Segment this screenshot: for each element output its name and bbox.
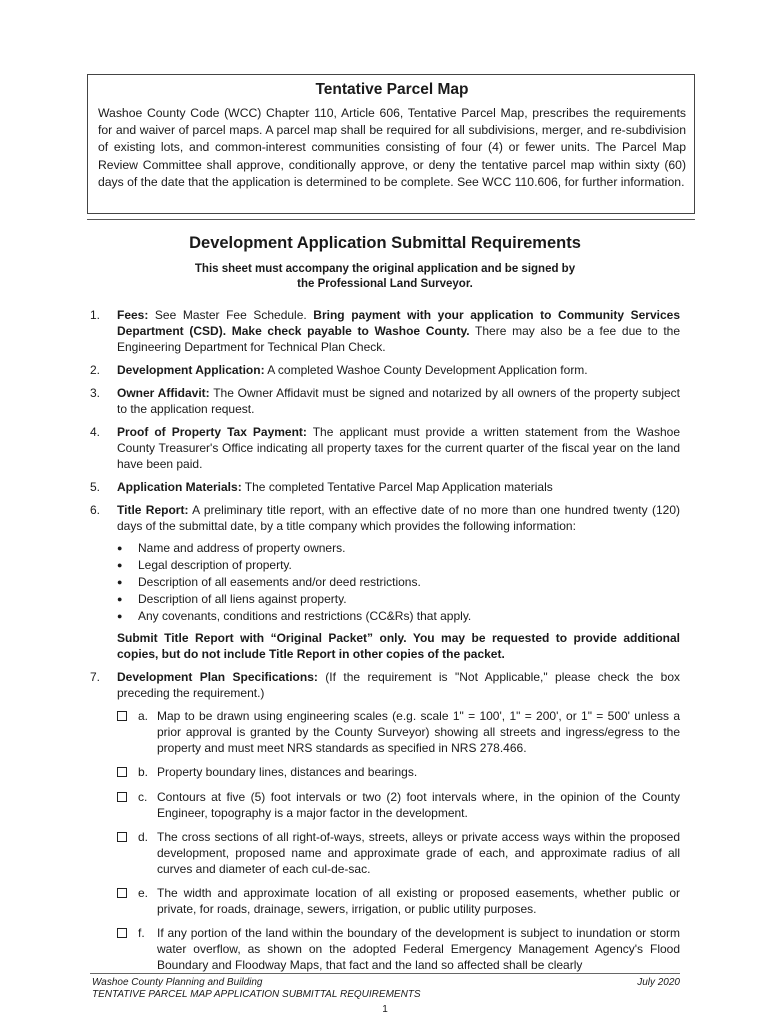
bullet-item: ● Description of all liens against property. (117, 592, 347, 606)
item-label: Proof of Property Tax Payment: (117, 425, 307, 439)
spec-letter: f. (138, 926, 145, 940)
page-footer (92, 977, 680, 1001)
page-title: Development Application Submittal Requirements (189, 234, 581, 252)
page-subtitle (0, 262, 770, 292)
checkbox-icon (117, 832, 127, 842)
intro-title: Tentative Parcel Map (315, 81, 469, 98)
bullet-icon: ● (117, 560, 123, 570)
bullet-icon: ● (117, 611, 123, 621)
item-number: 4. (90, 425, 101, 439)
list-item (90, 669, 680, 701)
spec-text: The cross sections of all right-of-ways, streets, alleys or private access ways within the proposed development, proposed name and approximate grade of each, and approximate radius of all curves and diameter of each cul-de-sac. (157, 830, 680, 876)
list-item (90, 385, 680, 417)
title-report-bullets (90, 540, 680, 624)
intro-text: Washoe County Code (WCC) Chapter 110, Article 606, Tentative Parcel Map, prescribes the requirements for and waiver of parcel maps. A parcel map shall be required for all subdivisions, merger, and re-subdivision of existing lots, and common-interest communities consisting of four (4) or fewer units. The Parcel Map Review Committee shall approve, conditionally approve, or deny the tentative parcel map within sixty (60) days of the date that the application is determined to be complete. See WCC 110.606, for further information. (98, 106, 686, 189)
bullet-icon: ● (117, 577, 123, 587)
list-item (90, 479, 680, 495)
bullet-icon: ● (117, 543, 123, 553)
intro-box (87, 74, 695, 214)
title-report-note: Submit Title Report with “Original Packet” only. You may be requested to provide additional copies, but do not include Title Report in other copies of the packet. (117, 631, 680, 661)
bullet-item: ● Any covenants, conditions and restrictions (CC&Rs) that apply. (117, 609, 472, 623)
item-number: 1. (90, 308, 101, 322)
footer-divider (90, 973, 680, 974)
spec-letter: e. (138, 886, 149, 900)
requirements-list (90, 307, 680, 981)
footer-date: July 2020 (637, 977, 680, 988)
bullet-item: ● Legal description of property. (117, 558, 292, 572)
item-number: 2. (90, 363, 101, 377)
item-number: 3. (90, 386, 101, 400)
item-number: 6. (90, 503, 101, 517)
not-applicable-checkbox[interactable] (117, 764, 138, 781)
spec-item-e (117, 885, 680, 917)
list-item (90, 502, 680, 534)
checkbox-icon (117, 888, 127, 898)
item-text: The completed Tentative Parcel Map Application materials (241, 480, 553, 494)
item-label: Application Materials: (117, 480, 242, 494)
item-number: 5. (90, 480, 101, 494)
item-text: The Owner Affidavit must be signed and notarized by all owners of the property subject to the application request. (117, 386, 680, 416)
checkbox-icon (117, 767, 127, 777)
item-label: Title Report: (117, 503, 189, 517)
not-applicable-checkbox[interactable] (117, 829, 138, 877)
item-tail: There may also be a fee due to the Engineering Department for Technical Plan Check. (117, 324, 680, 354)
checkbox-icon (117, 711, 127, 721)
item-label: Fees: (117, 308, 149, 322)
spec-text: Contours at five (5) foot intervals or two (2) foot intervals where, in the opinion of the County Engineer, topography is a major factor in the development. (157, 790, 680, 820)
not-applicable-checkbox[interactable] (117, 708, 138, 756)
footer-doc-title: TENTATIVE PARCEL MAP APPLICATION SUBMITTAL REQUIREMENTS (92, 989, 421, 1000)
item-label: Development Plan Specifications: (117, 670, 318, 684)
spec-item-b (117, 764, 680, 781)
page-number: 1 (382, 1004, 388, 1015)
item-text: The applicant must provide a written statement from the Washoe County Treasurer's Office indicating all property taxes for the current quarter of the fiscal year on the land have been paid. (117, 425, 680, 471)
spec-text: Property boundary lines, distances and bearings. (157, 765, 418, 779)
not-applicable-checkbox[interactable] (117, 925, 138, 973)
divider (87, 219, 695, 220)
list-item (90, 307, 680, 355)
item-text: A completed Washoe County Development Application form. (264, 363, 588, 377)
bullet-icon: ● (117, 594, 123, 604)
spec-letter: a. (138, 709, 149, 723)
item-bold-text: Bring payment with your application to Community Services Department (CSD). Make check payable to Washoe County. (117, 308, 681, 338)
item-text: See Master Fee Schedule. (148, 308, 314, 322)
item-number: 7. (90, 670, 101, 684)
list-item (90, 424, 680, 472)
subtitle-line: the Professional Land Surveyor. (297, 278, 473, 290)
item-label: Owner Affidavit: (117, 386, 210, 400)
item-text: (If the requirement is "Not Applicable," please check the box preceding the requirement.) (117, 670, 681, 700)
list-item (90, 362, 680, 378)
spec-letter: b. (138, 765, 149, 779)
spec-letter: c. (138, 790, 148, 804)
spec-letter: d. (138, 830, 149, 844)
subtitle-line: This sheet must accompany the original application and be signed by (194, 263, 576, 275)
spec-text: Map to be drawn using engineering scales (e.g. scale 1" = 100', 1" = 200', or 1" = 500' unless a prior approval is granted by the County Surveyor) showing all streets and ingress/egress to the property and must meet NRS standards as specified in NRS 278.466. (157, 709, 680, 755)
checkbox-icon (117, 928, 127, 938)
spec-item-a (117, 708, 680, 756)
item-text: A preliminary title report, with an effective date of no more than one hundred twenty (120) days of the submittal date, by a title company which provides the following information: (117, 503, 680, 533)
bullet-item: ● Description of all easements and/or deed restrictions. (117, 575, 421, 589)
item-label: Development Application: (117, 363, 265, 377)
bullet-item: ● Name and address of property owners. (117, 541, 346, 555)
spec-text: If any portion of the land within the boundary of the development is subject to inundation or storm water overflow, as shown on the adopted Federal Emergency Management Agency's Flood Boundary and Floodway Maps, that fact and the land so affected shall be clearly (157, 926, 680, 972)
not-applicable-checkbox[interactable] (117, 885, 138, 917)
footer-org: Washoe County Planning and Building (92, 977, 263, 988)
not-applicable-checkbox[interactable] (117, 789, 138, 821)
checkbox-icon (117, 792, 127, 802)
spec-item-d (117, 829, 680, 877)
spec-item-f (117, 925, 680, 973)
spec-item-c (117, 789, 680, 821)
spec-text: The width and approximate location of all existing or proposed easements, whether public or private, for roads, drainage, sewers, irrigation, or public utility purposes. (157, 886, 680, 916)
